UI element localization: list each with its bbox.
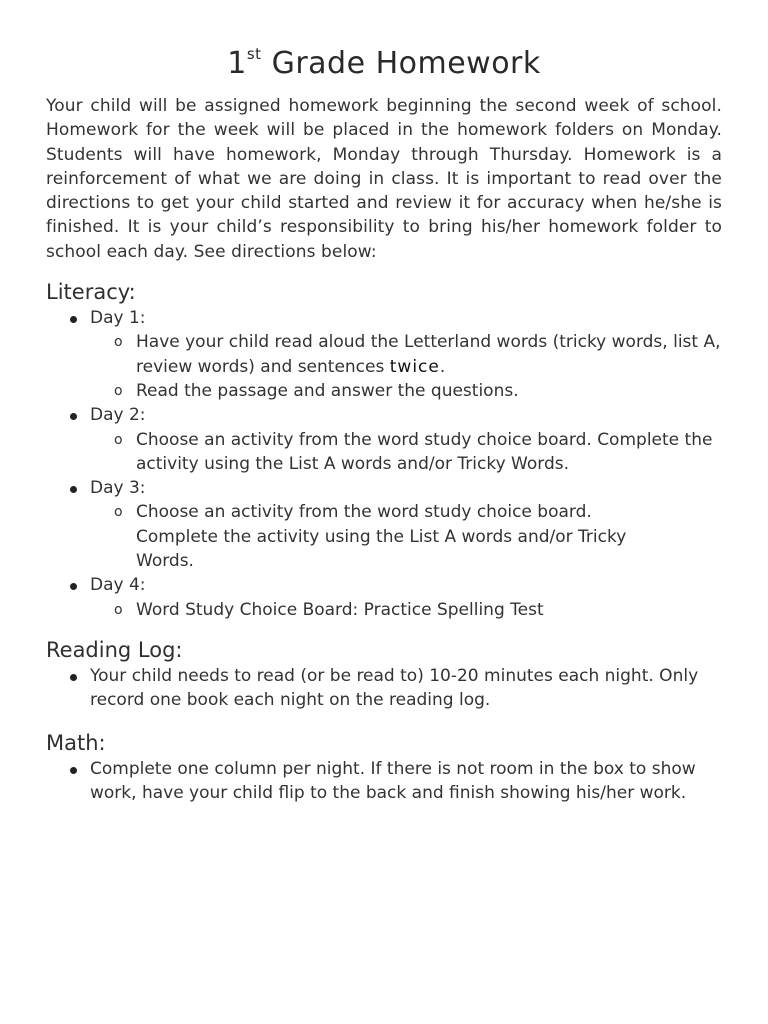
task-text: Choose an activity from the word study choice board. Complete the activity using the List A words and/or Tricky Words. — [136, 429, 713, 474]
math-item — [46, 757, 722, 806]
bullet-icon — [70, 413, 77, 420]
literacy-day-1 — [46, 306, 722, 403]
day-1-tasks — [90, 330, 722, 403]
day-label: Day 1: — [90, 308, 146, 329]
bullet-icon — [70, 583, 77, 590]
task-item — [90, 500, 722, 573]
sub-bullet-marker: o — [114, 382, 123, 399]
task-text: Have your child read aloud the Letterland words (tricky words, list A, review words) and sentences — [136, 332, 721, 377]
literacy-day-2 — [46, 403, 722, 476]
task-item — [90, 428, 722, 477]
day-3-tasks — [90, 500, 722, 573]
day-label: Day 3: — [90, 478, 146, 499]
sub-bullet-marker: o — [114, 601, 123, 618]
task-item — [90, 598, 722, 622]
title-ordinal-suffix: st — [246, 45, 262, 63]
task-text: Choose an activity from the word study choice board. Complete the activity using the List A words and/or Tricky Words. — [136, 502, 627, 572]
math-list — [46, 757, 722, 806]
sub-bullet-marker: o — [114, 504, 123, 521]
task-text-end: . — [439, 356, 446, 377]
bullet-icon — [70, 767, 77, 774]
page-title — [46, 44, 722, 84]
task-item — [90, 379, 722, 403]
intro-paragraph: Your child will be assigned homework beginning the second week of school. Homework for the week will be placed in the homework folders on Monday. Students will have homework, Monday through Thursday. Homework is a reinforcement of what we are doing in class. It is important to read over the directions to get your child started and review it for accuracy when he/she is finished. It is your child’s responsibility to bring his/her homework folder to school each day. See directions below: — [46, 96, 722, 262]
task-text: Read the passage and answer the questions. — [136, 380, 519, 401]
literacy-list — [46, 306, 722, 622]
sub-bullet-marker: o — [114, 334, 123, 351]
sub-bullet-marker: o — [114, 431, 123, 448]
task-item — [90, 330, 722, 379]
reading-log-heading: Reading Log: — [46, 637, 183, 662]
title-number: 1 — [227, 46, 247, 81]
literacy-heading: Literacy: — [46, 280, 136, 305]
day-2-tasks — [90, 428, 722, 477]
literacy-day-3 — [46, 476, 722, 573]
bullet-icon — [70, 674, 77, 681]
emphasized-word: twice — [389, 356, 440, 377]
title-text: Grade Homework — [261, 46, 541, 81]
math-heading: Math: — [46, 730, 106, 755]
reading-log-text: Your child needs to read (or be read to) 10-20 minutes each night. Only record one book each night on the reading log. — [90, 665, 699, 711]
bullet-icon — [70, 316, 77, 323]
reading-log-list — [46, 664, 722, 713]
literacy-day-4 — [46, 573, 722, 622]
day-4-tasks — [90, 598, 722, 622]
homework-document — [46, 44, 722, 805]
task-text: Word Study Choice Board: Practice Spelling Test — [136, 599, 544, 620]
reading-log-item — [46, 664, 722, 713]
bullet-icon — [70, 486, 77, 493]
day-label: Day 4: — [90, 575, 146, 596]
day-label: Day 2: — [90, 405, 146, 426]
math-text: Complete one column per night. If there is not room in the box to show work, have your child flip to the back and finish showing his/her work. — [90, 758, 696, 803]
